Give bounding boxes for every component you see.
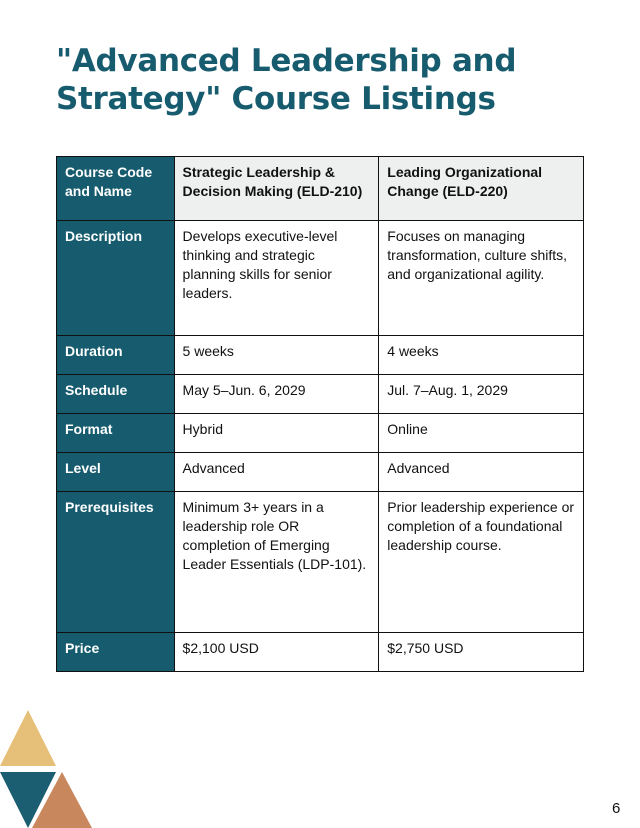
table-cell: Jul. 7–Aug. 1, 2029: [379, 375, 584, 414]
table-cell: $2,100 USD: [174, 633, 379, 672]
course-listing-table: [56, 156, 584, 672]
table-cell: Advanced: [379, 453, 584, 492]
table-cell: 4 weeks: [379, 336, 584, 375]
row-label: Level: [57, 453, 175, 492]
row-label: Schedule: [57, 375, 175, 414]
table-cell: May 5–Jun. 6, 2029: [174, 375, 379, 414]
row-label: Format: [57, 414, 175, 453]
table-row-schedule: [57, 375, 584, 414]
page-number: 6: [612, 800, 621, 817]
row-label: Price: [57, 633, 175, 672]
page-title-line-1: "Advanced Leadership and: [56, 43, 517, 79]
table-cell: Develops executive-level thinking and strategic planning skills for senior leaders.: [174, 221, 379, 336]
row-label: Description: [57, 221, 175, 336]
table-cell: Prior leadership experience or completion of a foundational leadership course.: [379, 492, 584, 633]
table-header-row: [57, 157, 584, 221]
page-title-line-2: Strategy" Course Listings: [56, 81, 496, 117]
table-row-prerequisites: [57, 492, 584, 633]
table-cell: $2,750 USD: [379, 633, 584, 672]
page-title: [56, 42, 596, 118]
table-row-description: [57, 221, 584, 336]
header-label-cell: Course Code and Name: [57, 157, 175, 221]
table-row-format: [57, 414, 584, 453]
table-cell: Minimum 3+ years in a leadership role OR completion of Emerging Leader Essentials (LDP-101).: [174, 492, 379, 633]
table-cell: Hybrid: [174, 414, 379, 453]
table-row-level: [57, 453, 584, 492]
table-cell: Online: [379, 414, 584, 453]
decorative-triangles: [0, 700, 100, 828]
course-header-eld-210: Strategic Leadership & Decision Making (ELD-210): [174, 157, 379, 221]
table-row-duration: [57, 336, 584, 375]
sand-triangle-icon: [0, 710, 56, 766]
table-cell: Advanced: [174, 453, 379, 492]
course-header-eld-220: Leading Organizational Change (ELD-220): [379, 157, 584, 221]
table-cell: Focuses on managing transformation, culture shifts, and organizational agility.: [379, 221, 584, 336]
row-label: Duration: [57, 336, 175, 375]
table-cell: 5 weeks: [174, 336, 379, 375]
row-label: Prerequisites: [57, 492, 175, 633]
table-row-price: [57, 633, 584, 672]
